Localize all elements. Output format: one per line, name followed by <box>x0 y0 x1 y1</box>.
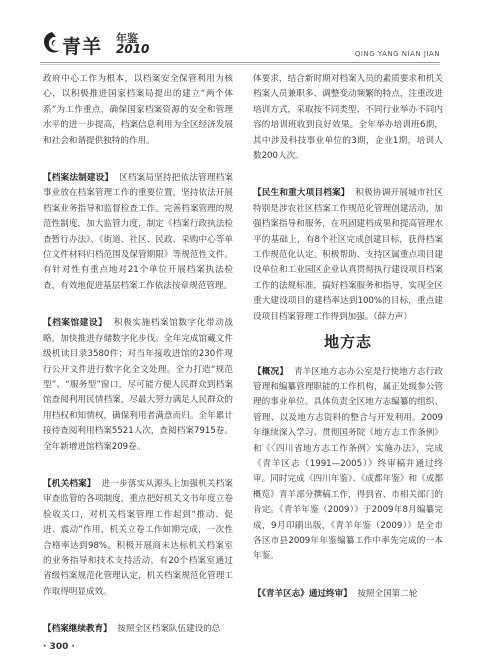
section-label: 【概况】 <box>253 366 289 377</box>
running-title: QING YANG NIAN JIAN <box>354 50 440 58</box>
section-label: 【机关档案】 <box>43 478 96 489</box>
page-number: · 300 · <box>43 642 75 652</box>
paragraph-district-gazette: 【《青羊区志》通过终审】 按照全国第二轮 <box>253 588 418 599</box>
section-label: 【《青羊区志》通过终审】 <box>253 588 352 599</box>
paragraph-agency-archives: 【机关档案】 进一步落实从源头上加强机关档案审查监管的各项制度，重点把好机关文书年度立卷验收关口，对机关档案管理工作起到“推动、促进、震动”作用，机关立卷工作如期完成，一次性合格率达到98%。积极开展商未达标机关档案室的业务指导和技术支持活动，有20个档案室通过省级档案规范化管理认定，机关档案规范化管理工作取得明显成效。 <box>43 478 233 597</box>
yearbook-logo <box>40 30 160 62</box>
paragraph-overview: 【概况】 青羊区地方志办公室是行使地方志行政管理和编纂管理职能的工作机构，属正处级参公管理的事业单位。具体负责全区地方志编纂的组织、管理、以及地方志资料的整合与开发利用。2009年继续深入学习、贯彻国务院《地方志工作条例》和《〈四川省地方志工作条例〉实施办法》，完成《青羊区志（1991—2005）》终审稿并通过终审。同时完成《四川年鉴》、《成都年鉴》和《成都概览》青羊部分撰稿工作，得到省、市相关部门的肯定。《青羊年鉴（2009）》于2009年8月编纂完成，9月印刷出版，《青羊年鉴（2009）》是全市各区市县2009年年鉴编纂工作中率先完成的一本年鉴。 <box>253 366 443 562</box>
header-divider-thin <box>40 64 440 65</box>
paragraph-training: 体要求，结合新时期对档案人员的素质要求和机关档案人员兼职多、调整变动频繁的特点，注重改进培训方式，采取按不同类型、不同行业举办不同内容的培训班收到良好效果。全年举办培训班6期，其中涉及科技事业单位的3期，企业1期，培训人数200人次。 <box>253 74 443 162</box>
paragraph-archive-law: 【档案法制建设】 区档案局坚持把依法管理档案事业放在档案管理工作的重要位置，坚持依法开展档案业务指导和监督检查工作。完善档案管理的规范性制度，加大监管力度，制定《档案行政执法检查暂行办法》、《街道、社区、民政、采购中心等单位文件材料归档范围及保管期限》等规范性文件。有针对性有重点地对21个单位开展档案执法检查，有效地促进基层档案工作依法按章规范管理。 <box>43 173 233 291</box>
section-label: 【档案法制建设】 <box>43 173 114 184</box>
swirl-logo-icon <box>40 30 64 58</box>
paragraph-continuing-education: 【档案继续教育】 按照全区档案队伍建设的总 <box>43 624 221 635</box>
paragraph-livelihood-projects: 【民生和重大项目档案】 积极协调开展城市社区特别是涉农社区档案工作规范化管理创建活动，加强档案指导和服务，在巩固建档成果和提高管理水平的基础上，有8个社区完成创建目标，获得档案工作规范化认定。积极帮助、支持区属重点项目建设单位和工业园区企业认真贯彻执行建设项目档案工作的法规标准，搞好档案服务和指导，实现全区重大建设项目的建档率达到100%的目标，重点建设项目档案管理工作得到加强。（薛力声） <box>253 188 443 322</box>
yearbook-label: 年鉴 <box>116 32 138 45</box>
section-label: 【民生和重大项目档案】 <box>253 188 350 199</box>
page-header <box>0 0 480 62</box>
right-column <box>253 72 443 610</box>
section-heading: 地方志 <box>323 333 372 352</box>
paragraph-archive-building: 【档案馆建设】 积极实施档案馆数字化带动战略，加快推进存储数字化步伐。全年完成馆藏文件级机读目录3580件；对当年接收进馆的230件现行公开文件进行数字化全文处理。全力打造“规范型”、“服务型”窗口，尽可能方便人民群众到档案馆查阅利用民情档案，尽最大努力满足人民群众的用档权和知情权，确保利用者满意而归。全年累计接待查阅利用档案5521人次，查阅档案7915卷。全年新增进馆档案209卷。 <box>43 318 233 452</box>
section-label: 【档案继续教育】 <box>43 624 112 635</box>
brand-name: 青羊 <box>62 36 103 58</box>
left-column <box>43 72 233 646</box>
yearbook-year: 2010 <box>116 42 150 56</box>
paragraph-intro: 政府中心工作为根本，以档案安全保管利用为核心，以积极推进国家档案局提出的建立“两个体系”为工作重点，确保国家档案资源的安全和管理水平的进一步提高，档案信息利用为全区经济发展和社会和谐提供独特的作用。 <box>43 74 233 146</box>
header-divider <box>40 62 440 63</box>
section-label: 【档案馆建设】 <box>43 318 108 329</box>
